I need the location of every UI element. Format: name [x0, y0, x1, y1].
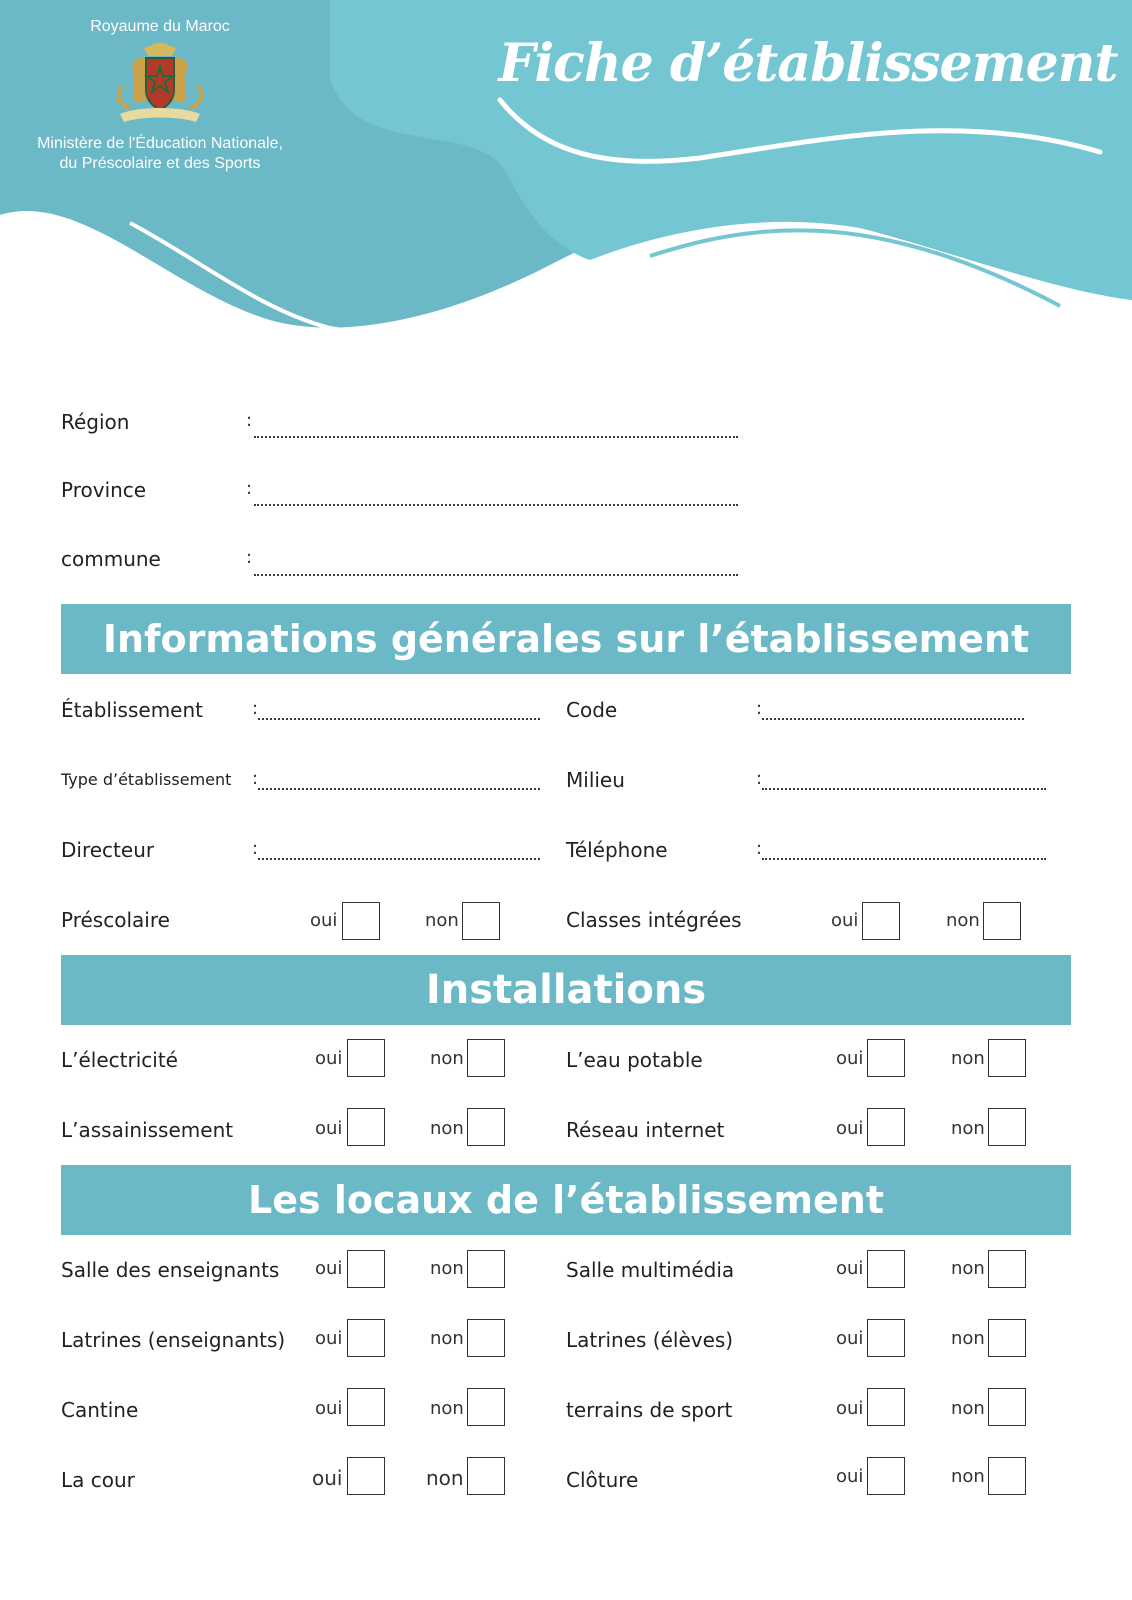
classes-non-label: non	[946, 910, 980, 931]
commune-field[interactable]	[254, 574, 738, 576]
terrains-oui-label: oui	[836, 1398, 864, 1419]
milieu-label: Milieu	[566, 768, 625, 792]
electricite-oui-label: oui	[315, 1048, 343, 1069]
latrines-eleves-oui-checkbox[interactable]	[867, 1319, 905, 1357]
commune-colon: :	[246, 547, 253, 568]
etablissement-colon: :	[252, 698, 259, 719]
latrines-eleves-oui-label: oui	[836, 1328, 864, 1349]
prescolaire-oui-label: oui	[310, 910, 338, 931]
etablissement-label: Établissement	[61, 698, 203, 722]
salle-enseignants-non-label: non	[430, 1258, 464, 1279]
cantine-oui-label: oui	[315, 1398, 343, 1419]
salle-enseignants-oui-checkbox[interactable]	[347, 1250, 385, 1288]
cour-non-checkbox[interactable]	[467, 1457, 505, 1495]
directeur-field[interactable]	[258, 858, 540, 860]
page-title: Fiche d’établissement	[498, 33, 1118, 94]
assainissement-oui-label: oui	[315, 1118, 343, 1139]
multimedia-non-checkbox[interactable]	[988, 1250, 1026, 1288]
ministry-line-1: Ministère de l'Éducation Nationale,	[37, 135, 283, 152]
directeur-colon: :	[252, 838, 259, 859]
latrines-enseignants-oui-checkbox[interactable]	[347, 1319, 385, 1357]
latrines-enseignants-label: Latrines (enseignants)	[61, 1328, 286, 1352]
cantine-non-checkbox[interactable]	[467, 1388, 505, 1426]
classes-oui-label: oui	[831, 910, 859, 931]
internet-non-checkbox[interactable]	[988, 1108, 1026, 1146]
cantine-non-label: non	[430, 1398, 464, 1419]
eau-potable-label: L’eau potable	[566, 1048, 703, 1072]
salle-multimedia-label: Salle multimédia	[566, 1258, 735, 1282]
cloture-label: Clôture	[566, 1468, 639, 1492]
la-cour-label: La cour	[61, 1468, 135, 1492]
classes-integrees-label: Classes intégrées	[566, 908, 742, 932]
section-locaux: Les locaux de l’établissement	[61, 1165, 1071, 1235]
kingdom-name: Royaume du Maroc	[90, 18, 230, 35]
prescolaire-label: Préscolaire	[61, 908, 170, 932]
assainissement-oui-checkbox[interactable]	[347, 1108, 385, 1146]
province-field[interactable]	[254, 504, 738, 506]
salle-enseignants-label: Salle des enseignants	[61, 1258, 280, 1282]
latrines-eleves-label: Latrines (élèves)	[566, 1328, 734, 1352]
internet-oui-label: oui	[836, 1118, 864, 1139]
prescolaire-non-label: non	[425, 910, 459, 931]
cloture-oui-checkbox[interactable]	[867, 1457, 905, 1495]
code-colon: :	[756, 698, 763, 719]
province-label: Province	[61, 478, 147, 502]
electricite-non-label: non	[430, 1048, 464, 1069]
eau-oui-checkbox[interactable]	[867, 1039, 905, 1077]
cantine-oui-checkbox[interactable]	[347, 1388, 385, 1426]
cour-oui-label: oui	[312, 1466, 343, 1490]
terrains-non-checkbox[interactable]	[988, 1388, 1026, 1426]
latrines-ens-non-label: non	[430, 1328, 464, 1349]
internet-oui-checkbox[interactable]	[867, 1108, 905, 1146]
region-label: Région	[61, 410, 130, 434]
multimedia-oui-checkbox[interactable]	[867, 1250, 905, 1288]
milieu-colon: :	[756, 768, 763, 789]
directeur-label: Directeur	[61, 838, 155, 862]
type-colon: :	[252, 768, 259, 789]
assainissement-label: L’assainissement	[61, 1118, 234, 1142]
salle-enseignants-non-checkbox[interactable]	[467, 1250, 505, 1288]
electricite-oui-checkbox[interactable]	[347, 1039, 385, 1077]
assainissement-non-checkbox[interactable]	[467, 1108, 505, 1146]
terrains-non-label: non	[951, 1398, 985, 1419]
royal-coat-of-arms-icon	[108, 42, 212, 128]
assainissement-non-label: non	[430, 1118, 464, 1139]
type-etablissement-field[interactable]	[258, 788, 540, 790]
ministry-name	[20, 134, 300, 174]
ministry-line-2: du Préscolaire et des Sports	[59, 155, 261, 172]
prescolaire-non-checkbox[interactable]	[462, 902, 500, 940]
section-installations: Installations	[61, 955, 1071, 1025]
telephone-colon: :	[756, 838, 763, 859]
eau-non-label: non	[951, 1048, 985, 1069]
prescolaire-oui-checkbox[interactable]	[342, 902, 380, 940]
multimedia-oui-label: oui	[836, 1258, 864, 1279]
eau-oui-label: oui	[836, 1048, 864, 1069]
electricite-non-checkbox[interactable]	[467, 1039, 505, 1077]
terrains-sport-label: terrains de sport	[566, 1398, 733, 1422]
cour-non-label: non	[426, 1466, 464, 1490]
cantine-label: Cantine	[61, 1398, 139, 1422]
cloture-oui-label: oui	[836, 1466, 864, 1487]
eau-non-checkbox[interactable]	[988, 1039, 1026, 1077]
electricite-label: L’électricité	[61, 1048, 178, 1072]
telephone-label: Téléphone	[566, 838, 668, 862]
terrains-oui-checkbox[interactable]	[867, 1388, 905, 1426]
code-label: Code	[566, 698, 618, 722]
cour-oui-checkbox[interactable]	[347, 1457, 385, 1495]
classes-oui-checkbox[interactable]	[862, 902, 900, 940]
province-colon: :	[246, 478, 253, 499]
cloture-non-label: non	[951, 1466, 985, 1487]
telephone-field[interactable]	[762, 858, 1046, 860]
code-field[interactable]	[762, 718, 1024, 720]
latrines-eleves-non-checkbox[interactable]	[988, 1319, 1026, 1357]
cloture-non-checkbox[interactable]	[988, 1457, 1026, 1495]
type-etablissement-label: Type d’établissement	[61, 770, 232, 789]
section-general-info: Informations générales sur l’établissement	[61, 604, 1071, 674]
internet-non-label: non	[951, 1118, 985, 1139]
milieu-field[interactable]	[762, 788, 1046, 790]
latrines-eleves-non-label: non	[951, 1328, 985, 1349]
latrines-ens-oui-label: oui	[315, 1328, 343, 1349]
region-field[interactable]	[254, 436, 738, 438]
reseau-internet-label: Réseau internet	[566, 1118, 725, 1142]
latrines-enseignants-non-checkbox[interactable]	[467, 1319, 505, 1357]
region-colon: :	[246, 410, 253, 431]
classes-non-checkbox[interactable]	[983, 902, 1021, 940]
salle-enseignants-oui-label: oui	[315, 1258, 343, 1279]
commune-label: commune	[61, 547, 161, 571]
etablissement-field[interactable]	[258, 718, 540, 720]
multimedia-non-label: non	[951, 1258, 985, 1279]
